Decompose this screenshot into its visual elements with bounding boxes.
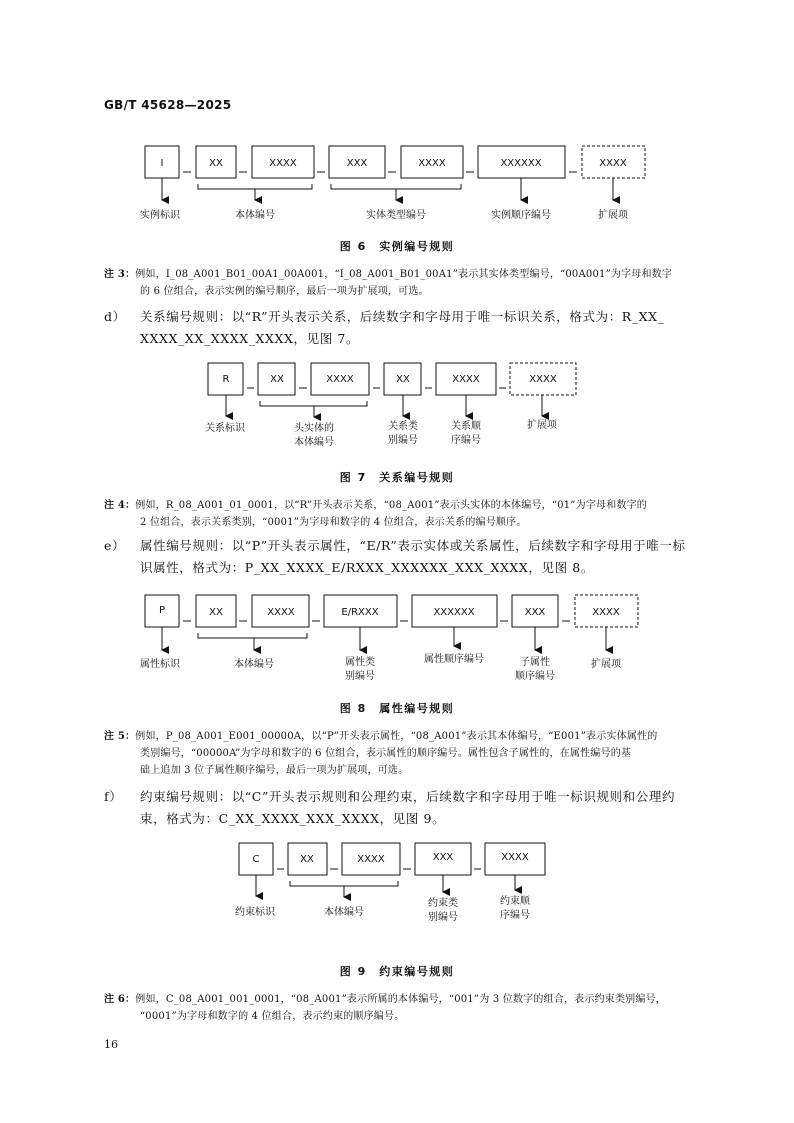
note-4-line-2: 2 位组合，表示关系类别，“0001”为字母和数字的 4 位组合，表示关系的编号顺序。 <box>140 517 527 528</box>
fig8-label-category-a: 属性类 <box>345 657 375 668</box>
note-6-line-2: “0001”为字母和数字的 4 位组合，表示约束的顺序编号。 <box>140 1011 405 1022</box>
fig8-label-property-seq: 属性顺序编号 <box>424 654 484 665</box>
paragraph-f-line-1: 约束编号规则：以“C”开头表示规则和公理约束，后续数字和字母用于唯一标识规则和公理约 <box>140 789 676 804</box>
fig7-label-seq-a: 关系顺 <box>451 421 481 432</box>
fig9-box-text-5: XXXX <box>501 852 529 863</box>
fig7-box-text-1: R <box>222 374 230 385</box>
fig9-label-seq-b: 序编号 <box>500 910 530 921</box>
paragraph-f-line-2: 束，格式为：C_XX_XXXX_XXX_XXXX，见图 9。 <box>140 811 446 826</box>
note-3 <box>104 266 700 300</box>
note-5-line-2: 类别编号，“00000A”为字母和数字的 6 位组合，表示属性的顺序编号。属性包含子属性的，在属性编号的基 <box>140 748 632 759</box>
paragraph-e <box>104 535 700 579</box>
fig9-box-text-4: XXX <box>432 852 454 863</box>
fig8-box-text-3: XXXX <box>267 607 295 618</box>
fig6-box-text-3: XXXX <box>269 158 297 169</box>
fig8-label-property-id: 属性标识 <box>140 659 180 670</box>
fig7-label-ontology-no: 本体编号 <box>294 437 334 448</box>
fig9-label-seq-a: 约束顺 <box>500 896 530 907</box>
fig7-box-text-5: XXXX <box>452 374 480 385</box>
fig8-box-text-4: E/RXXX <box>341 607 379 618</box>
fig7-label-category-a: 关系类 <box>388 421 418 432</box>
note-6-line-1: 例如，C_08_A001_001_0001，“08_A001”表示所属的本体编号，“001”为 3 位数字的组合，表示约束类别编号， <box>135 994 666 1005</box>
figure-7-diagram <box>0 360 794 460</box>
paragraph-d-line-2: XXXX_XX_XXXX_XXXX，见图 7。 <box>140 331 360 346</box>
paragraph-f <box>104 786 700 830</box>
fig9-label-category-a: 约束类 <box>428 898 458 909</box>
fig8-label-subproperty-a: 子属性 <box>520 657 550 668</box>
fig9-box-text-1: C <box>252 854 260 865</box>
fig8-label-subproperty-b: 顺序编号 <box>515 671 555 682</box>
fig7-label-seq-b: 序编号 <box>451 435 481 446</box>
note-5-lead: 注 5： <box>104 731 136 742</box>
fig7-label-relation-id: 关系标识 <box>205 423 245 434</box>
note-6 <box>104 991 700 1025</box>
fig6-label-extension: 扩展项 <box>598 210 628 221</box>
note-4-lead: 注 4： <box>104 500 136 511</box>
fig7-box-text-4: XX <box>396 374 410 385</box>
figure-9-caption: 图 9 约束编号规则 <box>339 965 455 978</box>
figure-6-diagram <box>0 0 794 230</box>
fig9-label-ontology-no: 本体编号 <box>324 907 364 918</box>
fig7-box-text-3: XXXX <box>326 374 354 385</box>
note-4 <box>104 497 700 531</box>
standard-id: GB/T 45628—2025 <box>104 98 232 112</box>
fig6-box-text-4: XXX <box>346 158 368 169</box>
paragraph-d-label: d） <box>104 309 126 324</box>
figure-8-caption: 图 8 属性编号规则 <box>339 702 455 715</box>
fig8-box-text-5: XXXXXX <box>433 607 475 618</box>
note-5-line-1: 例如，P_08_A001_E001_00000A，以“P”开头表示属性，“08_A001”表示其本体编号，“E001”表示实体属性的 <box>135 731 658 742</box>
fig6-box-text-5: XXXX <box>418 158 446 169</box>
paragraph-f-label: f） <box>104 789 123 804</box>
fig6-box-text-7: XXXX <box>599 158 627 169</box>
fig7-label-head-entity: 头实体的 <box>294 423 334 434</box>
fig6-box-text-2: XX <box>209 158 223 169</box>
paragraph-e-line-2: 识属性，格式为：P_XX_XXXX_E/RXXX_XXXXXX_XXX_XXXX，见图 8。 <box>140 560 594 575</box>
note-5-line-3: 础上追加 3 位子属性顺序编号，最后一项为扩展项，可选。 <box>140 765 409 776</box>
fig8-box-text-7: XXXX <box>592 607 620 618</box>
page-number: 16 <box>104 1038 118 1051</box>
note-3-line-1: 例如，I_08_A001_B01_00A1_00A001，“I_08_A001_B01_00A1”表示其实体类型编号，“00A001”为字母和数字 <box>135 269 673 280</box>
note-4-line-1: 例如，R_08_A001_01_0001，以“R”开头表示关系，“08_A001”表示头实体的本体编号，“01”为字母和数字的 <box>135 500 647 511</box>
fig7-label-category-b: 别编号 <box>388 435 418 446</box>
paragraph-e-label: e） <box>104 538 126 553</box>
fig9-label-category-b: 别编号 <box>428 912 458 923</box>
fig6-box-text-1: I <box>160 158 164 169</box>
fig8-box-text-6: XXX <box>524 607 546 618</box>
figure-6-caption: 图 6 实例编号规则 <box>339 240 455 253</box>
fig8-box-text-1: P <box>158 605 166 616</box>
fig8-label-ontology-no: 本体编号 <box>234 659 274 670</box>
paragraph-e-line-1: 属性编号规则：以“P”开头表示属性，“E/R”表示实体或关系属性，后续数字和字母用于唯一标 <box>140 538 686 553</box>
note-5 <box>104 728 700 779</box>
fig8-label-extension: 扩展项 <box>591 659 621 670</box>
note-3-lead: 注 3： <box>104 269 136 280</box>
fig7-box-text-2: XX <box>270 374 284 385</box>
paragraph-d-line-1: 关系编号规则：以“R”开头表示关系，后续数字和字母用于唯一标识关系，格式为：R_XX_ <box>140 309 665 324</box>
fig6-label-entity-type-no: 实体类型编号 <box>366 210 426 221</box>
fig9-label-constraint-id: 约束标识 <box>235 907 275 918</box>
fig6-label-instance-id: 实例标识 <box>140 210 180 221</box>
fig6-label-instance-seq: 实例顺序编号 <box>491 210 551 221</box>
paragraph-d <box>104 306 700 350</box>
fig7-label-extension: 扩展项 <box>527 420 557 431</box>
fig6-label-ontology-no: 本体编号 <box>235 210 275 221</box>
fig8-box-text-2: XX <box>209 607 223 618</box>
fig8-label-category-b: 别编号 <box>345 671 375 682</box>
fig7-box-text-6: XXXX <box>529 374 557 385</box>
note-6-lead: 注 6： <box>104 994 136 1005</box>
fig9-box-text-3: XXXX <box>357 854 385 865</box>
fig9-box-text-2: XX <box>300 854 314 865</box>
figure-7-caption: 图 7 关系编号规则 <box>339 471 455 484</box>
note-3-line-2: 的 6 位组合，表示实例的编号顺序，最后一项为扩展项，可选。 <box>140 286 429 297</box>
figure-9-diagram <box>0 838 794 938</box>
figure-8-diagram <box>0 590 794 690</box>
fig6-box-text-6: XXXXXX <box>500 158 542 169</box>
